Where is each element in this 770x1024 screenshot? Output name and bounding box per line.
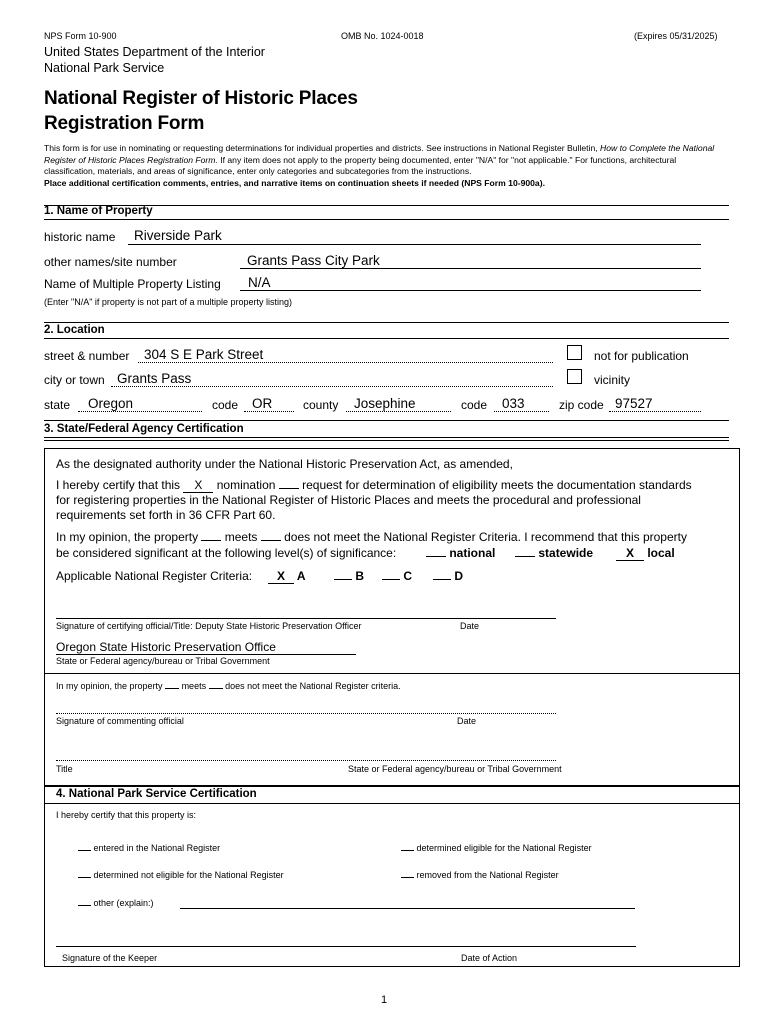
section4-heading-rule	[44, 803, 740, 804]
level-national	[426, 546, 495, 560]
zip-line	[609, 411, 701, 412]
criteria-a-label: A	[296, 569, 306, 583]
county-line	[346, 411, 451, 412]
county-code-label: code	[461, 398, 488, 412]
option-not-eligible-label: determined not eligible for the National Register	[93, 870, 284, 880]
section2-top-rule	[44, 322, 729, 323]
option-entered	[78, 843, 220, 853]
intro-part2: If any item does not apply to the property being documented, enter "N/A" for "not applicable." For functions, architectural classification, materials, and areas of significance, enter only categories and subcategories from the instructions.	[44, 154, 677, 176]
section3-heading: 3. State/Federal Agency Certification	[44, 423, 244, 435]
zip-value[interactable]: 97527	[615, 396, 653, 411]
commenting-signature-line[interactable]	[56, 713, 556, 714]
criteria-a-x[interactable]: X	[268, 569, 294, 584]
commenting-date-label: Date	[457, 716, 477, 726]
authority-statement: As the designated authority under the National Historic Preservation Act, as amended,	[56, 457, 513, 471]
option-removed-label: removed from the National Register	[416, 870, 559, 880]
not-for-publication-label: not for publication	[594, 349, 689, 363]
state-code-value[interactable]: OR	[252, 396, 273, 411]
section2-heading: 2. Location	[44, 324, 105, 336]
street-label: street & number	[44, 349, 130, 363]
option-other-label: other (explain:)	[93, 898, 154, 908]
comment-opinion-b: meets	[179, 681, 209, 691]
vicinity-checkbox[interactable]	[567, 369, 582, 384]
certifying-date-label: Date	[460, 621, 480, 631]
certifying-signature-label: Signature of certifying official/Title: Deputy State Historic Preservation Officer	[56, 621, 362, 631]
section3-heading-rule2	[44, 440, 729, 441]
option-eligible	[401, 843, 592, 853]
form-title-line2: Registration Form	[44, 113, 205, 134]
not-eligible-blank[interactable]	[78, 877, 91, 878]
level-statewide	[515, 546, 593, 560]
criteria-d-blank[interactable]	[433, 579, 451, 580]
historic-name-line	[128, 244, 701, 245]
multiple-listing-value[interactable]: N/A	[248, 275, 271, 290]
comment-opinion-a: In my opinion, the property	[56, 681, 166, 691]
county-label: county	[303, 398, 339, 412]
agency-value[interactable]: Oregon State Historic Preservation Office	[56, 640, 276, 654]
keeper-signature-line[interactable]	[56, 946, 636, 947]
commenting-signature-label: Signature of commenting official	[56, 716, 184, 726]
request-blank[interactable]	[279, 488, 299, 489]
section4-left-border	[44, 786, 45, 966]
certify-text-a: I hereby certify that this	[56, 478, 184, 492]
intro-paragraph	[44, 143, 729, 189]
comment-not-meet-blank[interactable]	[209, 688, 223, 689]
agency-line	[56, 654, 356, 655]
significance-label: be considered significant at the following level(s) of significance:	[56, 546, 397, 560]
section1-heading-rule	[44, 219, 729, 220]
option-removed	[401, 870, 559, 880]
option-not-eligible	[78, 870, 284, 880]
state-code-line	[244, 411, 294, 412]
comment-opinion	[56, 681, 401, 691]
certify-line2: for registering properties in the National Register of Historic Places and meets the procedural and professional	[56, 493, 641, 507]
title-line[interactable]	[56, 760, 556, 761]
agency-line2: National Park Service	[44, 61, 165, 75]
county-value[interactable]: Josephine	[354, 396, 416, 411]
historic-name-value[interactable]: Riverside Park	[134, 228, 222, 243]
city-value[interactable]: Grants Pass	[117, 371, 192, 386]
certify-text-b: nomination	[213, 478, 279, 492]
local-x[interactable]: X	[616, 546, 644, 561]
does-not-meet-blank[interactable]	[261, 540, 281, 541]
certifying-signature-line[interactable]	[56, 618, 556, 619]
option-other	[78, 898, 154, 908]
multiple-listing-note: (Enter "N/A" if property is not part of a multiple property listing)	[44, 297, 292, 307]
page-number: 1	[381, 994, 388, 1006]
removed-blank[interactable]	[401, 877, 414, 878]
agency-label: State or Federal agency/bureau or Tribal Government	[56, 656, 270, 666]
intro-part1: This form is for use in nominating or requesting determinations for individual properties and districts. See instructions in National Register Bulletin,	[44, 143, 600, 153]
omb-number: OMB No. 1024-0018	[341, 31, 424, 41]
multiple-listing-label: Name of Multiple Property Listing	[44, 277, 221, 291]
criteria-c	[382, 569, 412, 583]
certify-line3: requirements set forth in 36 CFR Part 60.	[56, 508, 276, 522]
certification-divider	[44, 673, 740, 674]
meets-blank[interactable]	[201, 540, 221, 541]
street-line	[138, 362, 553, 363]
date-of-action-label: Date of Action	[461, 953, 518, 963]
form-number: NPS Form 10-900	[44, 31, 117, 41]
city-line	[111, 386, 553, 387]
form-title-line1: National Register of Historic Places	[44, 88, 358, 109]
title-agency-label: State or Federal agency/bureau or Tribal Government	[348, 764, 562, 774]
opinion-text-c: does not meet the National Register Criteria. I recommend that this property	[280, 530, 687, 544]
opinion-text-a: In my opinion, the property	[56, 530, 202, 544]
criteria-b-label: B	[355, 569, 365, 583]
eligible-blank[interactable]	[401, 850, 414, 851]
intro-bold: Place additional certification comments, entries, and narrative items on continuation sheets if needed (NPS Form 10-900a).	[44, 177, 545, 188]
other-blank[interactable]	[78, 905, 91, 906]
keeper-signature-label: Signature of the Keeper	[62, 953, 158, 963]
comment-meets-blank[interactable]	[165, 688, 179, 689]
other-names-label: other names/site number	[44, 255, 177, 269]
criteria-b	[334, 569, 364, 583]
opinion-text-b: meets	[221, 530, 261, 544]
statewide-label: statewide	[538, 546, 594, 560]
state-code-label: code	[212, 398, 239, 412]
criteria-d-label: D	[454, 569, 464, 583]
not-for-publication-checkbox[interactable]	[567, 345, 582, 360]
other-explain-line[interactable]	[180, 908, 635, 909]
criteria-b-blank[interactable]	[334, 579, 352, 580]
county-code-line	[494, 411, 549, 412]
county-code-value[interactable]: 033	[502, 396, 525, 411]
criteria-a	[268, 569, 306, 584]
national-label: national	[449, 546, 496, 560]
level-local	[616, 546, 675, 561]
entered-blank[interactable]	[78, 850, 91, 851]
state-line	[78, 411, 202, 412]
section1-heading: 1. Name of Property	[44, 205, 153, 217]
local-label: local	[647, 546, 675, 560]
national-blank[interactable]	[426, 556, 446, 557]
section2-heading-rule	[44, 338, 729, 339]
vicinity-label: vicinity	[594, 373, 631, 387]
zip-label: zip code	[559, 398, 604, 412]
criteria-d	[433, 569, 463, 583]
intro-italic: How to Complete the National Register of Historic Places Registration Form.	[44, 143, 715, 165]
street-value[interactable]: 304 S E Park Street	[144, 347, 264, 362]
certify-line1	[56, 478, 692, 493]
other-names-line	[240, 268, 701, 269]
other-names-value[interactable]: Grants Pass City Park	[247, 253, 380, 268]
section4-bottom-rule	[44, 966, 740, 967]
nomination-x[interactable]: X	[183, 478, 213, 493]
city-label: city or town	[44, 373, 105, 387]
section4-heading: 4. National Park Service Certification	[56, 788, 257, 800]
opinion-line1	[56, 530, 687, 544]
statewide-blank[interactable]	[515, 556, 535, 557]
criteria-c-blank[interactable]	[382, 579, 400, 580]
title-label: Title	[56, 764, 73, 774]
section4-right-border	[739, 786, 740, 966]
state-value[interactable]: Oregon	[88, 396, 134, 411]
agency-line1: United States Department of the Interior	[44, 45, 265, 59]
option-eligible-label: determined eligible for the National Register	[416, 843, 592, 853]
historic-name-label: historic name	[44, 230, 116, 244]
comment-opinion-c: does not meet the National Register criteria.	[222, 681, 401, 691]
criteria-c-label: C	[403, 569, 413, 583]
option-entered-label: entered in the National Register	[93, 843, 221, 853]
certify-text-c: request for determination of eligibility meets the documentation standards	[298, 478, 692, 492]
expiration: (Expires 05/31/2025)	[634, 31, 718, 41]
nps-certify: I hereby certify that this property is:	[56, 810, 197, 820]
multiple-listing-line	[240, 290, 701, 291]
criteria-label: Applicable National Register Criteria:	[56, 569, 253, 583]
section4-top-rule	[44, 786, 740, 787]
section3-heading-rule	[44, 437, 729, 438]
state-label: state	[44, 398, 71, 412]
section3-top-rule	[44, 420, 729, 421]
